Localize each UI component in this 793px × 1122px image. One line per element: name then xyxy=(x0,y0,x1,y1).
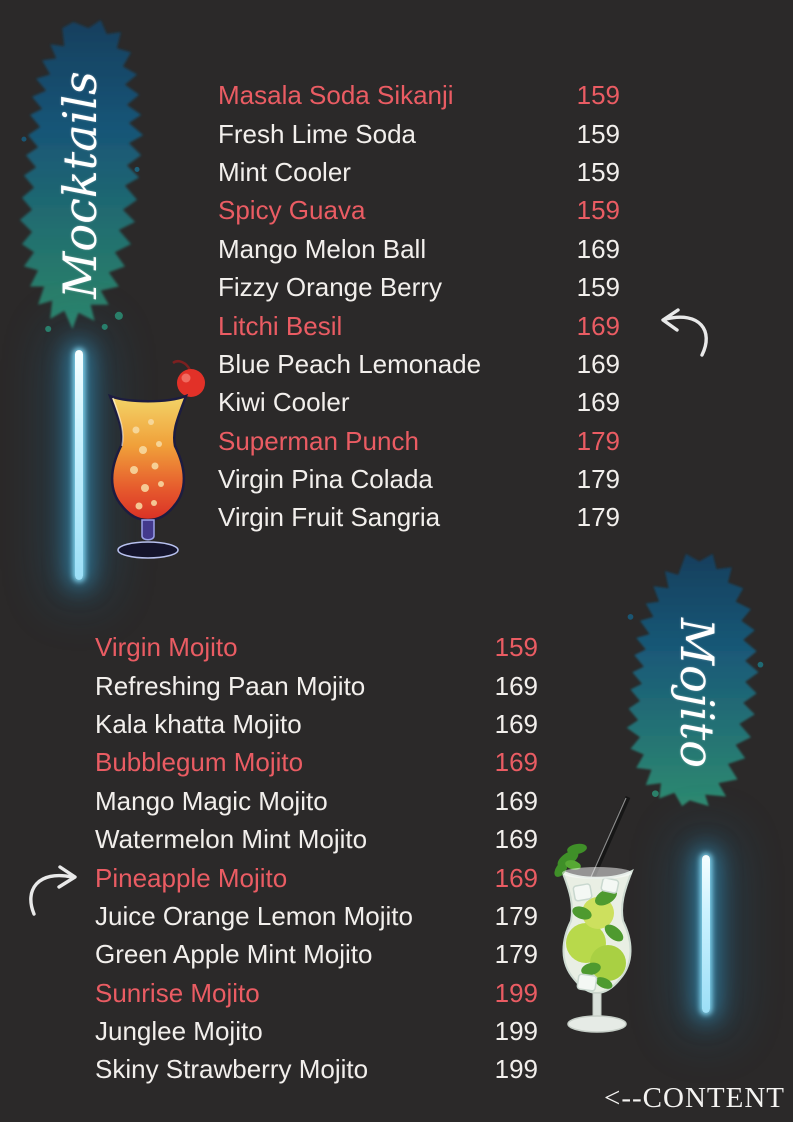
item-name: Green Apple Mint Mojito xyxy=(95,939,373,970)
menu-item-row xyxy=(95,858,538,896)
item-price: 179 xyxy=(494,939,538,970)
menu-item-row xyxy=(218,345,620,383)
menu-item-row xyxy=(95,974,538,1012)
item-name: Fresh Lime Soda xyxy=(218,118,416,149)
menu-item-row xyxy=(95,820,538,858)
item-price: 159 xyxy=(494,632,538,663)
item-price: 159 xyxy=(576,195,620,226)
item-name: Virgin Mojito xyxy=(95,632,238,663)
item-price: 169 xyxy=(494,862,538,893)
item-name: Litchi Besil xyxy=(218,310,343,341)
item-price: 169 xyxy=(494,670,538,701)
item-price: 179 xyxy=(576,425,620,456)
item-name: Fizzy Orange Berry xyxy=(218,272,442,303)
item-name: Superman Punch xyxy=(218,425,419,456)
neon-tube-right-icon xyxy=(702,855,710,1013)
menu-item-row xyxy=(218,498,620,536)
menu-item-row xyxy=(95,897,538,935)
item-name: Refreshing Paan Mojito xyxy=(95,670,366,701)
section-title-mojito: Mojito xyxy=(670,618,724,768)
item-price: 169 xyxy=(494,708,538,739)
menu-item-row xyxy=(95,705,538,743)
item-name: Watermelon Mint Mojito xyxy=(95,824,368,855)
item-price: 169 xyxy=(576,348,620,379)
menu-item-row xyxy=(218,268,620,306)
item-name: Mango Magic Mojito xyxy=(95,785,328,816)
item-price: 159 xyxy=(576,118,620,149)
item-price: 179 xyxy=(494,900,538,931)
item-name: Masala Soda Sikanji xyxy=(218,80,454,111)
item-price: 199 xyxy=(494,1054,538,1085)
menu-item-row xyxy=(218,383,620,421)
menu-item-row xyxy=(95,666,538,704)
content-label: <--CONTENT xyxy=(604,1082,785,1114)
item-name: Mint Cooler xyxy=(218,156,351,187)
menu-item-row xyxy=(95,743,538,781)
item-price: 159 xyxy=(576,80,620,111)
item-price: 169 xyxy=(494,747,538,778)
item-name: Spicy Guava xyxy=(218,195,366,226)
mojito-menu-list xyxy=(95,628,538,1089)
item-name: Blue Peach Lemonade xyxy=(218,348,482,379)
menu-item-row xyxy=(95,628,538,666)
item-price: 179 xyxy=(576,464,620,495)
curved-arrow-right-icon xyxy=(22,858,92,918)
neon-tube-left-icon xyxy=(75,350,83,580)
section-title-mocktails: Mocktails xyxy=(53,71,107,299)
cherry-stem xyxy=(173,361,190,370)
menu-item-row xyxy=(95,935,538,973)
item-name: Bubblegum Mojito xyxy=(95,747,304,778)
menu-item-row xyxy=(95,1050,538,1088)
mocktail-glass-icon xyxy=(98,358,213,568)
menu-item-row xyxy=(218,460,620,498)
menu-item-row xyxy=(218,76,620,114)
item-price: 199 xyxy=(494,977,538,1008)
menu-item-row xyxy=(95,1012,538,1050)
item-name: Skiny Strawberry Mojito xyxy=(95,1054,369,1085)
item-price: 159 xyxy=(576,156,620,187)
item-name: Kala khatta Mojito xyxy=(95,708,302,739)
item-price: 169 xyxy=(576,233,620,264)
curved-arrow-left-icon xyxy=(636,303,716,358)
mojito-glass-icon xyxy=(545,793,657,1058)
item-price: 169 xyxy=(576,310,620,341)
menu-item-row xyxy=(218,191,620,229)
item-name: Mango Melon Ball xyxy=(218,233,427,264)
item-name: Junglee Mojito xyxy=(95,1016,263,1047)
menu-item-row xyxy=(218,153,620,191)
menu-item-row xyxy=(218,422,620,460)
item-price: 159 xyxy=(576,272,620,303)
item-name: Kiwi Cooler xyxy=(218,387,350,418)
item-price: 179 xyxy=(576,502,620,533)
menu-item-row xyxy=(218,230,620,268)
item-name: Pineapple Mojito xyxy=(95,862,288,893)
item-name: Sunrise Mojito xyxy=(95,977,260,1008)
item-price: 169 xyxy=(494,824,538,855)
item-price: 199 xyxy=(494,1016,538,1047)
item-price: 169 xyxy=(494,785,538,816)
menu-item-row xyxy=(218,306,620,344)
menu-item-row xyxy=(95,782,538,820)
item-price: 169 xyxy=(576,387,620,418)
item-name: Juice Orange Lemon Mojito xyxy=(95,900,413,931)
item-name: Virgin Pina Colada xyxy=(218,464,433,495)
item-name: Virgin Fruit Sangria xyxy=(218,502,441,533)
mocktails-menu-list xyxy=(218,76,620,537)
menu-item-row xyxy=(218,114,620,152)
